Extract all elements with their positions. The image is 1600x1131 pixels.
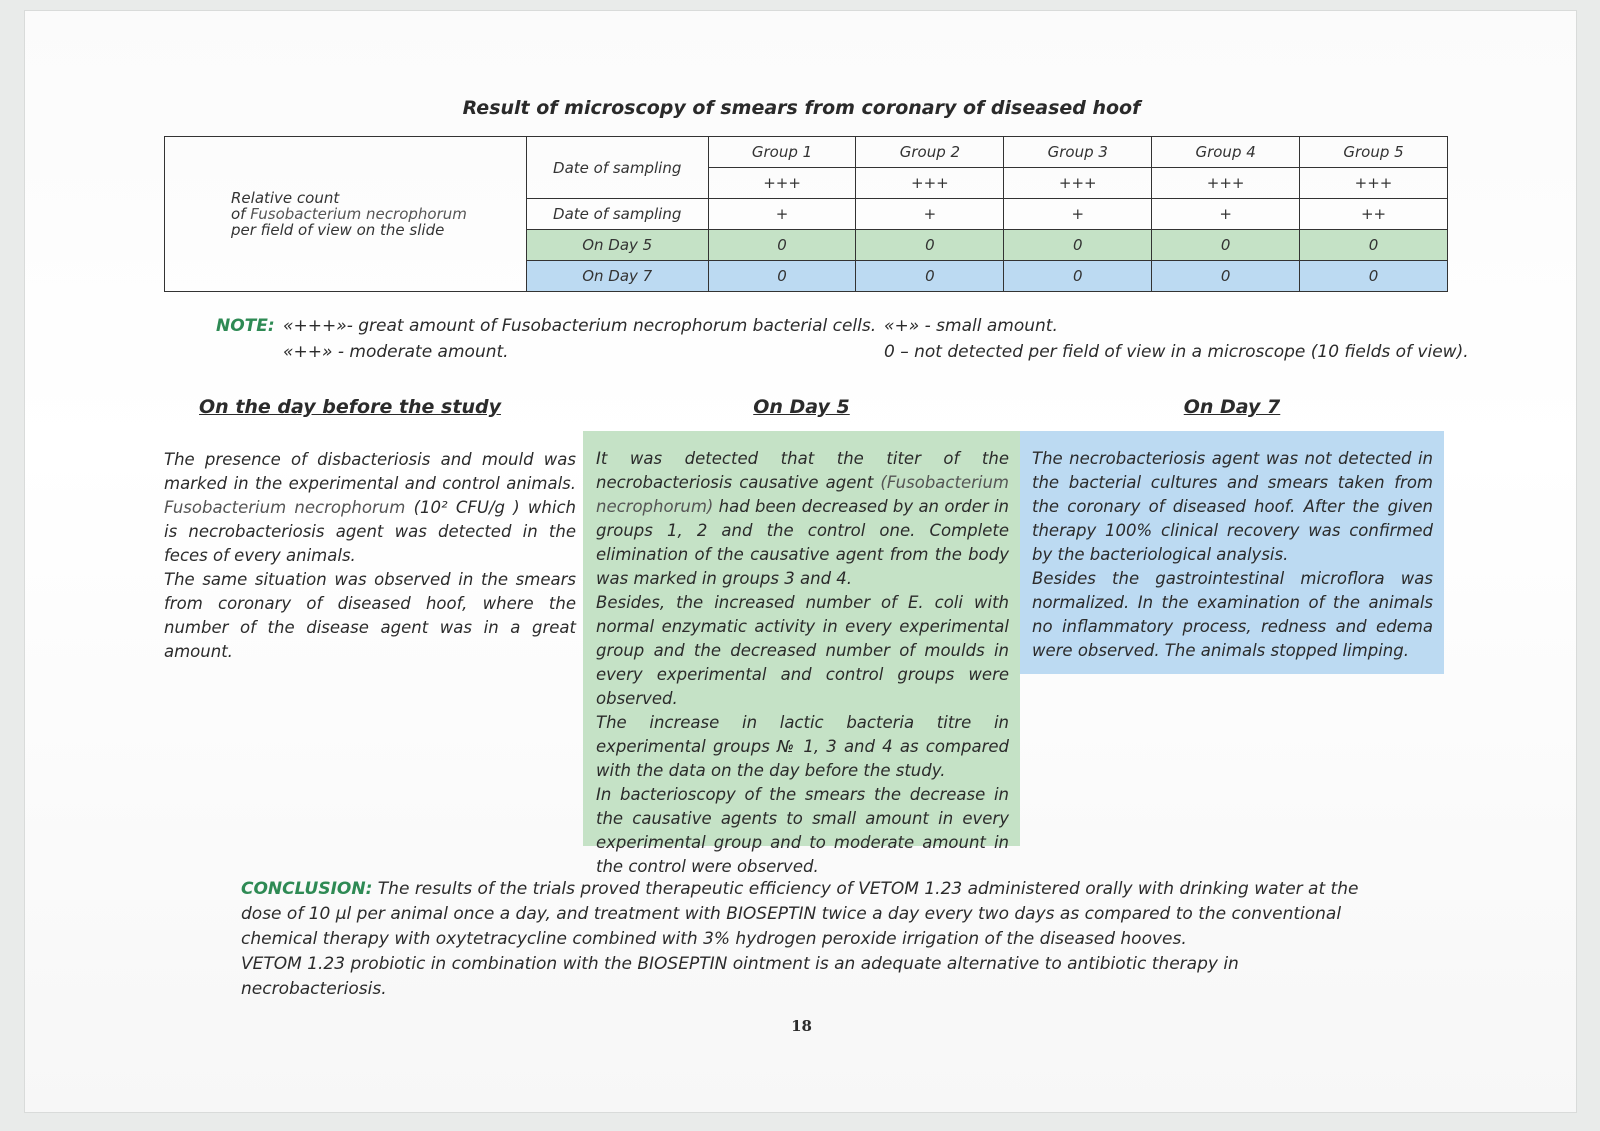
value-cell: 0 xyxy=(1300,261,1448,292)
group-header: Group 5 xyxy=(1300,137,1448,168)
value-cell: 0 xyxy=(1300,230,1448,261)
row-label-line2-prefix: of xyxy=(231,205,251,223)
paragraph: The same situation was observed in the smears from coronary of diseased hoof, where the number of the disease agent was in a great amount. xyxy=(164,570,576,661)
text-span: It was detected that the titer of the necrobacteriosis causative agent xyxy=(596,449,1009,492)
date-cell: On Day 7 xyxy=(526,261,708,292)
value-cell: ++ xyxy=(1300,199,1448,230)
paragraph: The necrobacteriosis agent was not detected in the bacterial cultures and smears taken from the coronary of diseased hoof. After the given therapy 100% clinical recovery was confirmed by the bacteriological analysis. xyxy=(1032,449,1433,564)
table-title: Result of microscopy of smears from coronary of diseased hoof xyxy=(462,97,1141,119)
value-cell: 0 xyxy=(856,230,1004,261)
value-cell: 0 xyxy=(1004,261,1152,292)
group-header: Group 4 xyxy=(1152,137,1300,168)
paragraph xyxy=(596,447,1009,591)
row-label-latin: Fusobacterium necrophorum xyxy=(250,205,467,223)
paragraph xyxy=(164,448,576,568)
value-cell: + xyxy=(708,199,856,230)
conclusion-line xyxy=(241,877,1381,952)
group-header: Group 1 xyxy=(708,137,856,168)
note-line: «+++»- great amount of Fusobacterium necrophorum bacterial cells. xyxy=(283,316,877,336)
paragraph: Besides the gastrointestinal microflora was normalized. In the examination of the animals no inflammatory process, redness and edema were observed. The animals stopped limping. xyxy=(1032,569,1433,660)
group-header: Group 2 xyxy=(856,137,1004,168)
page-number: 18 xyxy=(791,1017,812,1035)
date-cell: Date of sampling xyxy=(526,199,708,230)
conclusion xyxy=(241,877,1381,1002)
conclusion-label: CONCLUSION: xyxy=(241,879,373,899)
heading-day5: On Day 5 xyxy=(753,396,850,418)
value-cell: 0 xyxy=(708,230,856,261)
value-cell: + xyxy=(1004,199,1152,230)
results-table xyxy=(164,136,1448,292)
row-label-cell xyxy=(165,137,527,292)
value-cell: +++ xyxy=(856,168,1004,199)
note-right xyxy=(884,313,1469,365)
text-span: (10² CFU/g ) which is necrobacteriosis agent was detected in the feces of every animals. xyxy=(164,498,577,565)
paragraph: Besides, the increased number of E. coli with normal enzymatic activity in every experimental group and the decreased number of moulds in every experimental and control groups were observed. xyxy=(596,593,1009,708)
latin-name: Fusobacterium necrophorum xyxy=(164,498,406,517)
note-line: 0 – not detected per field of view in a microscope (10 fields of view). xyxy=(884,342,1469,362)
latin-name: (Fusobacterium necrophorum) xyxy=(596,473,1009,516)
before-study-column xyxy=(164,448,576,664)
value-cell: 0 xyxy=(1152,261,1300,292)
paragraph: The increase in lactic bacteria titre in experimental groups № 1, 3 and 4 as compared with the data on the day before the study. xyxy=(596,713,1009,780)
value-cell: +++ xyxy=(1152,168,1300,199)
text-span: had been decreased by an order in groups 1, 2 and the control one. Complete elimination of the causative agent from the body was marked in groups 3 and 4. xyxy=(596,497,1009,588)
conclusion-text: The results of the trials proved therapeutic efficiency of VETOM 1.23 administered orally with drinking water at the dose of 10 µl per animal once a day, and treatment with BIOSEPTIN twice a day every two days as compared to the conventional chemical therapy with oxytetracycline combined with 3% hydrogen peroxide irrigation of the diseased hooves. xyxy=(241,879,1359,949)
note-label: NOTE: xyxy=(216,316,275,336)
day7-column xyxy=(1020,431,1444,674)
value-cell: 0 xyxy=(856,261,1004,292)
value-cell: +++ xyxy=(1300,168,1448,199)
note-left xyxy=(283,313,876,365)
value-cell: 0 xyxy=(1152,230,1300,261)
heading-before-study: On the day before the study xyxy=(199,396,501,418)
value-cell: 0 xyxy=(1004,230,1152,261)
value-cell: +++ xyxy=(1004,168,1152,199)
date-cell: Date of sampling xyxy=(526,137,708,199)
heading-day7: On Day 7 xyxy=(1183,396,1281,418)
row-label-line3: per field of view on the slide xyxy=(231,221,445,239)
value-cell: +++ xyxy=(708,168,856,199)
document-page xyxy=(24,10,1577,1113)
value-cell: + xyxy=(1152,199,1300,230)
date-cell: On Day 5 xyxy=(526,230,708,261)
note-line: «+» - small amount. xyxy=(884,316,1058,336)
note-line: «++» - moderate amount. xyxy=(283,342,509,362)
group-header: Group 3 xyxy=(1004,137,1152,168)
row-label-line1: Relative count xyxy=(231,189,340,207)
value-cell: 0 xyxy=(708,261,856,292)
conclusion-line: VETOM 1.23 probiotic in combination with the BIOSEPTIN ointment is an adequate alternative to antibiotic therapy in necrobacteriosis. xyxy=(241,954,1239,999)
text-span: The presence of disbacteriosis and mould was marked in the experimental and control animals. xyxy=(164,450,576,493)
table-row xyxy=(165,137,1448,168)
value-cell: + xyxy=(856,199,1004,230)
day5-column xyxy=(583,431,1020,876)
paragraph: In bacterioscopy of the smears the decrease in the causative agents to small amount in every experimental group and to moderate amount in the control were observed. xyxy=(596,785,1009,876)
